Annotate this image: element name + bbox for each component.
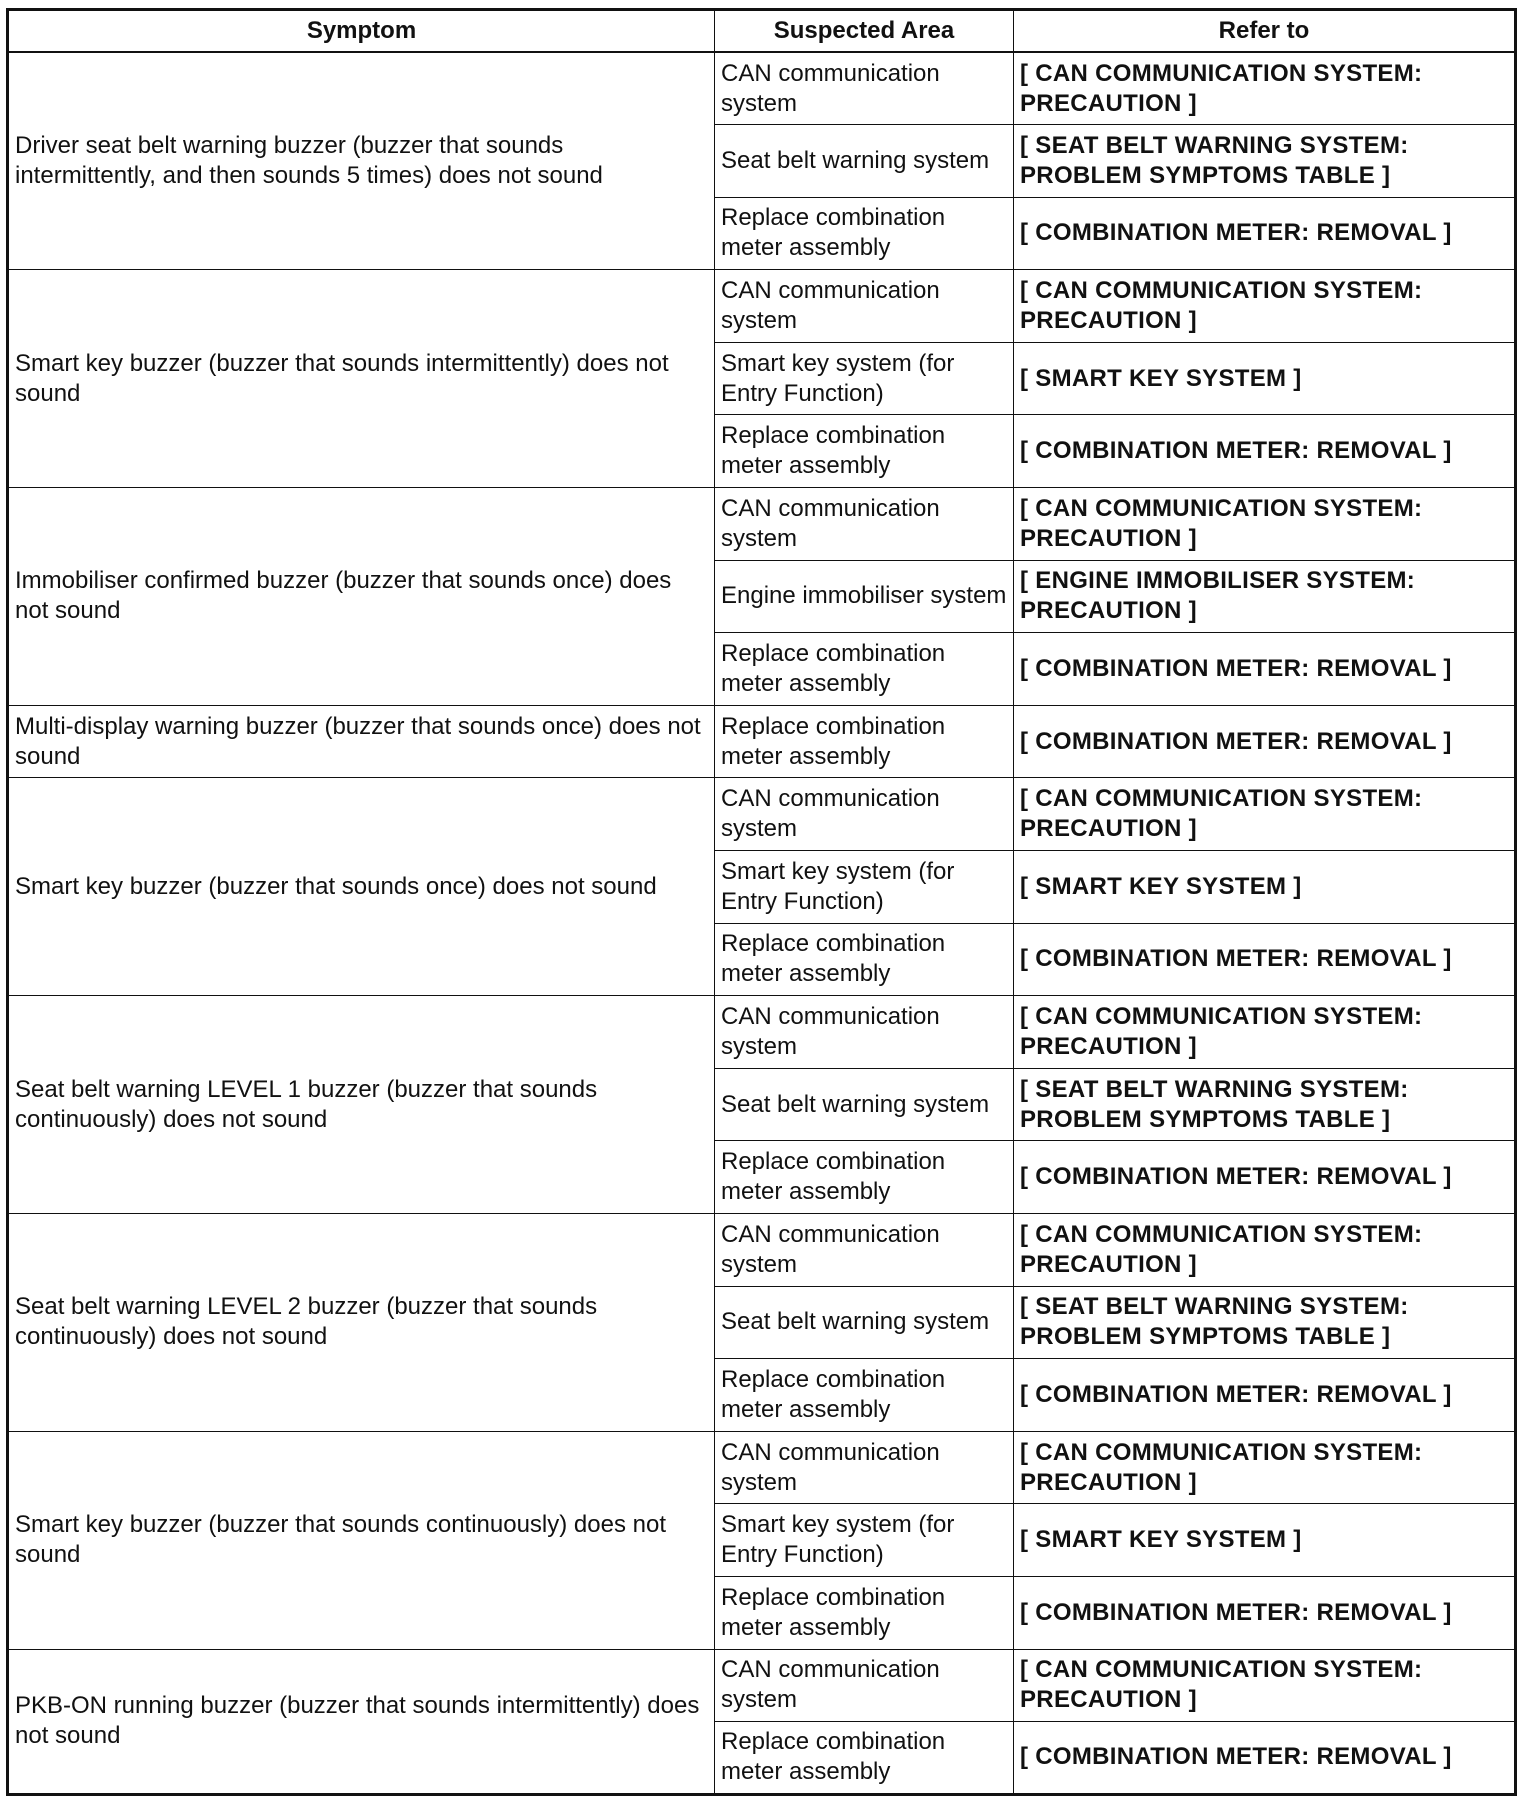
suspected-area-cell: Replace combination meter assembly xyxy=(715,1141,1014,1214)
refer-to-cell: [ CAN COMMUNICATION SYSTEM: PRECAUTION ] xyxy=(1014,996,1516,1069)
table-row xyxy=(8,488,1516,561)
refer-to-cell: [ COMBINATION METER: REMOVAL ] xyxy=(1014,1141,1516,1214)
refer-to-cell: [ SMART KEY SYSTEM ] xyxy=(1014,342,1516,415)
refer-to-cell: [ COMBINATION METER: REMOVAL ] xyxy=(1014,705,1516,778)
suspected-area-cell: Replace combination meter assembly xyxy=(715,1722,1014,1795)
suspected-area-cell: Seat belt warning system xyxy=(715,1068,1014,1141)
refer-to-cell: [ CAN COMMUNICATION SYSTEM: PRECAUTION ] xyxy=(1014,52,1516,125)
table-row xyxy=(8,1649,1516,1722)
refer-to-cell: [ CAN COMMUNICATION SYSTEM: PRECAUTION ] xyxy=(1014,778,1516,851)
refer-to-cell: [ COMBINATION METER: REMOVAL ] xyxy=(1014,415,1516,488)
symptom-cell: Driver seat belt warning buzzer (buzzer that sounds intermittently, and then sounds 5 times) does not sound xyxy=(8,52,715,270)
suspected-area-cell: Smart key system (for Entry Function) xyxy=(715,342,1014,415)
symptom-cell: Smart key buzzer (buzzer that sounds once) does not sound xyxy=(8,778,715,996)
suspected-area-cell: Replace combination meter assembly xyxy=(715,197,1014,270)
refer-to-cell: [ SEAT BELT WARNING SYSTEM: PROBLEM SYMPTOMS TABLE ] xyxy=(1014,125,1516,198)
refer-to-cell: [ SEAT BELT WARNING SYSTEM: PROBLEM SYMPTOMS TABLE ] xyxy=(1014,1286,1516,1359)
suspected-area-cell: Seat belt warning system xyxy=(715,125,1014,198)
suspected-area-cell: CAN communication system xyxy=(715,1649,1014,1722)
table-row xyxy=(8,1214,1516,1287)
refer-to-cell: [ CAN COMMUNICATION SYSTEM: PRECAUTION ] xyxy=(1014,1214,1516,1287)
symptom-cell: Seat belt warning LEVEL 2 buzzer (buzzer that sounds continuously) does not sound xyxy=(8,1214,715,1432)
suspected-area-cell: CAN communication system xyxy=(715,488,1014,561)
refer-to-cell: [ ENGINE IMMOBILISER SYSTEM: PRECAUTION ] xyxy=(1014,560,1516,633)
table-body xyxy=(8,52,1516,1794)
header-symptom: Symptom xyxy=(8,10,715,53)
refer-to-cell: [ COMBINATION METER: REMOVAL ] xyxy=(1014,197,1516,270)
suspected-area-cell: Smart key system (for Entry Function) xyxy=(715,851,1014,924)
symptom-cell: PKB-ON running buzzer (buzzer that sounds intermittently) does not sound xyxy=(8,1649,715,1794)
suspected-area-cell: CAN communication system xyxy=(715,778,1014,851)
suspected-area-cell: CAN communication system xyxy=(715,1431,1014,1504)
refer-to-cell: [ CAN COMMUNICATION SYSTEM: PRECAUTION ] xyxy=(1014,1649,1516,1722)
symptom-cell: Multi-display warning buzzer (buzzer that sounds once) does not sound xyxy=(8,705,715,778)
table-row xyxy=(8,778,1516,851)
header-row xyxy=(8,10,1516,53)
refer-to-cell: [ COMBINATION METER: REMOVAL ] xyxy=(1014,633,1516,706)
problem-symptoms-table xyxy=(6,8,1517,1796)
suspected-area-cell: Replace combination meter assembly xyxy=(715,705,1014,778)
suspected-area-cell: Seat belt warning system xyxy=(715,1286,1014,1359)
suspected-area-cell: Engine immobiliser system xyxy=(715,560,1014,633)
suspected-area-cell: Replace combination meter assembly xyxy=(715,1359,1014,1432)
refer-to-cell: [ COMBINATION METER: REMOVAL ] xyxy=(1014,1359,1516,1432)
refer-to-cell: [ SMART KEY SYSTEM ] xyxy=(1014,1504,1516,1577)
table-row xyxy=(8,1431,1516,1504)
table-row xyxy=(8,52,1516,125)
refer-to-cell: [ COMBINATION METER: REMOVAL ] xyxy=(1014,1576,1516,1649)
table-row xyxy=(8,705,1516,778)
header-refer-to: Refer to xyxy=(1014,10,1516,53)
refer-to-cell: [ SEAT BELT WARNING SYSTEM: PROBLEM SYMPTOMS TABLE ] xyxy=(1014,1068,1516,1141)
suspected-area-cell: CAN communication system xyxy=(715,52,1014,125)
refer-to-cell: [ CAN COMMUNICATION SYSTEM: PRECAUTION ] xyxy=(1014,270,1516,343)
refer-to-cell: [ COMBINATION METER: REMOVAL ] xyxy=(1014,1722,1516,1795)
symptom-cell: Seat belt warning LEVEL 1 buzzer (buzzer that sounds continuously) does not sound xyxy=(8,996,715,1214)
header-suspected-area: Suspected Area xyxy=(715,10,1014,53)
table-row xyxy=(8,270,1516,343)
suspected-area-cell: Replace combination meter assembly xyxy=(715,1576,1014,1649)
symptom-cell: Immobiliser confirmed buzzer (buzzer that sounds once) does not sound xyxy=(8,488,715,706)
refer-to-cell: [ CAN COMMUNICATION SYSTEM: PRECAUTION ] xyxy=(1014,1431,1516,1504)
table-row xyxy=(8,996,1516,1069)
refer-to-cell: [ CAN COMMUNICATION SYSTEM: PRECAUTION ] xyxy=(1014,488,1516,561)
suspected-area-cell: CAN communication system xyxy=(715,270,1014,343)
refer-to-cell: [ COMBINATION METER: REMOVAL ] xyxy=(1014,923,1516,996)
suspected-area-cell: Replace combination meter assembly xyxy=(715,923,1014,996)
suspected-area-cell: Replace combination meter assembly xyxy=(715,415,1014,488)
suspected-area-cell: Replace combination meter assembly xyxy=(715,633,1014,706)
suspected-area-cell: CAN communication system xyxy=(715,996,1014,1069)
suspected-area-cell: CAN communication system xyxy=(715,1214,1014,1287)
refer-to-cell: [ SMART KEY SYSTEM ] xyxy=(1014,851,1516,924)
symptom-cell: Smart key buzzer (buzzer that sounds intermittently) does not sound xyxy=(8,270,715,488)
symptom-cell: Smart key buzzer (buzzer that sounds continuously) does not sound xyxy=(8,1431,715,1649)
suspected-area-cell: Smart key system (for Entry Function) xyxy=(715,1504,1014,1577)
table-header xyxy=(8,10,1516,53)
